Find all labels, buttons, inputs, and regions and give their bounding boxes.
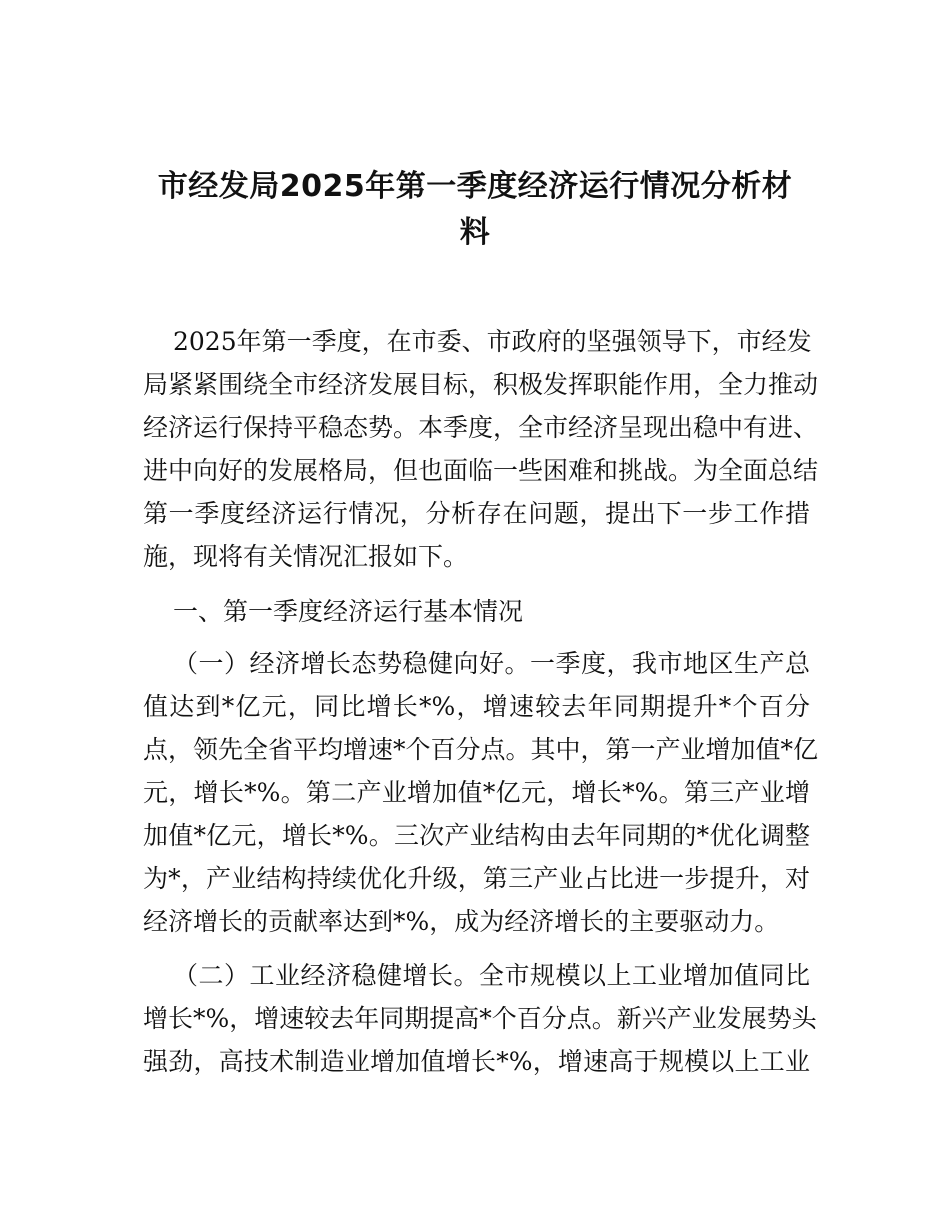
- text-line: 值达到*亿元，同比增长*%，增速较去年同期提升*个百分: [143, 692, 810, 721]
- text-line: 元，增长*%。第二产业增加值*亿元，增长*%。第三产业增: [143, 778, 810, 807]
- text-line: （一）经济增长态势稳健向好。一季度，我市地区生产总: [173, 649, 810, 678]
- text-line: 施，现将有关情况汇报如下。: [143, 542, 469, 571]
- text-line: 增长*%，增速较去年同期提高*个百分点。新兴产业发展势头: [143, 1004, 817, 1033]
- paragraph-economic-growth: [143, 642, 819, 943]
- text-line: 为*，产业结构持续优化升级，第三产业占比进一步提升，对: [143, 864, 810, 893]
- text-line: 进中向好的发展格局，但也面临一些困难和挑战。为全面总结: [143, 456, 819, 485]
- text-line: 经济增长的贡献率达到*%，成为经济增长的主要驱动力。: [143, 907, 780, 936]
- text-line: 强劲，高技术制造业增加值增长*%，增速高于规模以上工业: [143, 1047, 810, 1076]
- text-line: 经济运行保持平稳态势。本季度，全市经济呈现出稳中有进、: [143, 413, 819, 442]
- title-line: 市经发局2025年第一季度经济运行情况分析材: [157, 169, 793, 204]
- text-line: 点，领先全省平均增速*个百分点。其中，第一产业增加值*亿: [143, 735, 819, 764]
- intro-paragraph: [143, 320, 819, 578]
- text-line: 加值*亿元，增长*%。三次产业结构由去年同期的*优化调整: [143, 821, 810, 850]
- title-line: 料: [459, 215, 491, 250]
- text-line: （二）工业经济稳健增长。全市规模以上工业增加值同比: [173, 961, 810, 990]
- text-line: 一、第一季度经济运行基本情况: [173, 597, 524, 626]
- text-line: 第一季度经济运行情况，分析存在问题，提出下一步工作措: [143, 499, 810, 528]
- text-line: 2025年第一季度，在市委、市政府的坚强领导下，市经发: [173, 327, 812, 356]
- document-title: [100, 164, 850, 256]
- text-line: 局紧紧围绕全市经济发展目标，积极发挥职能作用，全力推动: [143, 370, 819, 399]
- paragraph-industrial-economy: [143, 954, 817, 1083]
- section-heading-1: [143, 590, 810, 633]
